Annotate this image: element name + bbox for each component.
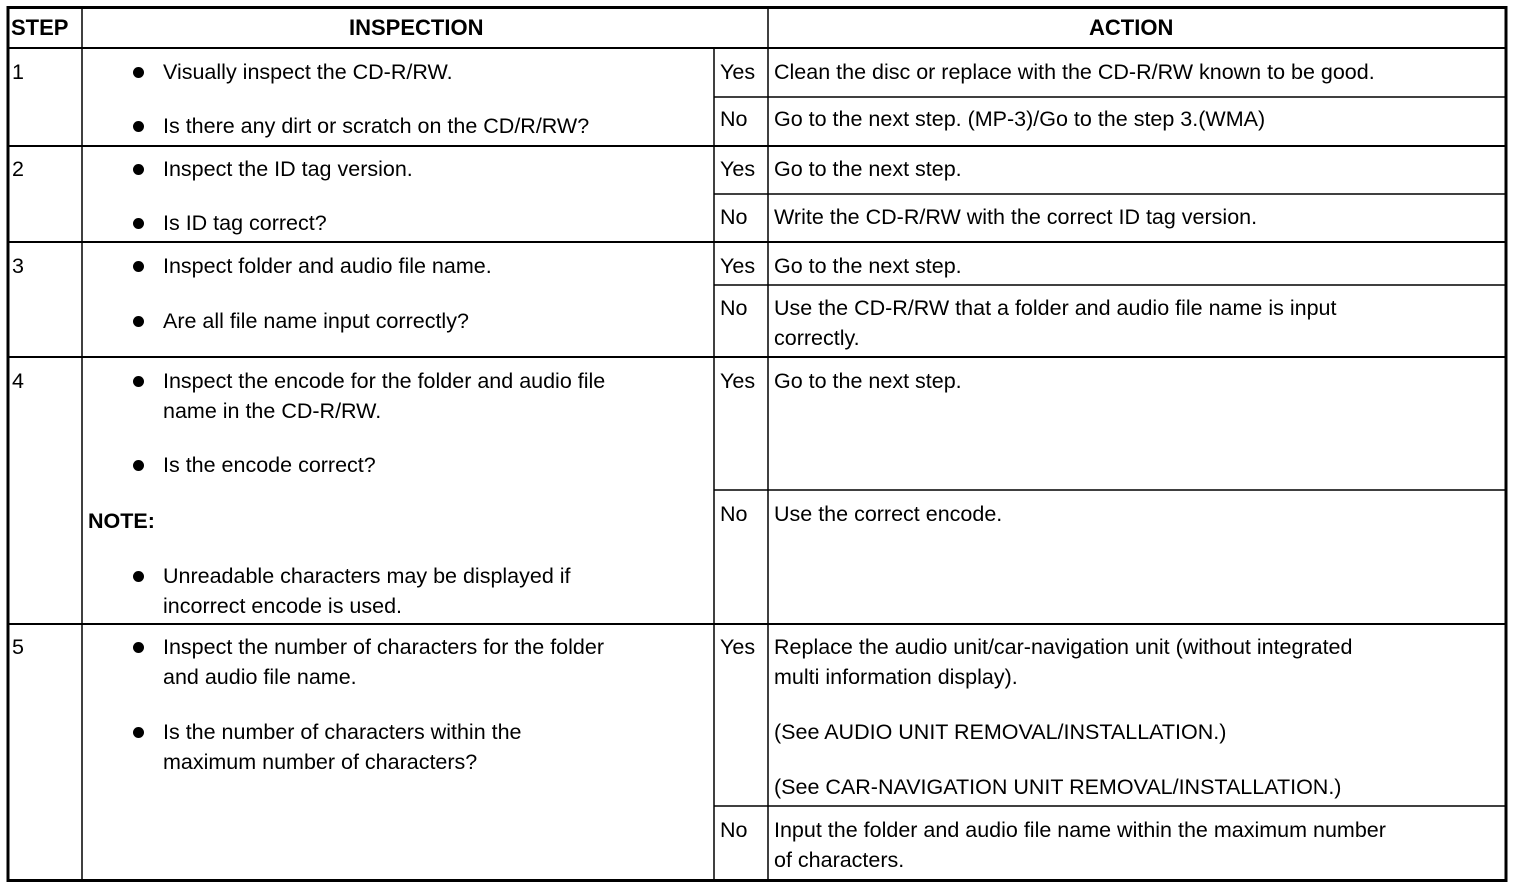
inspection-item: Is there any dirt or scratch on the CD/R/RW? — [163, 114, 590, 138]
yes-action: Go to the next step. — [774, 157, 962, 181]
no-action: Write the CD-R/RW with the correct ID tag version. — [774, 205, 1258, 229]
no-action: correctly. — [774, 326, 860, 350]
inspection-item: and audio file name. — [163, 665, 357, 689]
yes-action: multi information display). — [774, 665, 1018, 689]
header-inspection: INSPECTION — [349, 15, 484, 40]
bullet-icon — [133, 727, 144, 738]
header-action: ACTION — [1089, 15, 1174, 40]
step-number: 2 — [12, 157, 24, 181]
inspection-item: Visually inspect the CD-R/RW. — [163, 60, 453, 84]
yes-label: Yes — [720, 60, 756, 84]
inspection-item: Is the encode correct? — [163, 453, 376, 477]
no-action: Use the CD-R/RW that a folder and audio file name is input — [774, 296, 1337, 320]
inspection-item: name in the CD-R/RW. — [163, 399, 382, 423]
step-number: 1 — [12, 60, 24, 84]
yes-action: Go to the next step. — [774, 254, 962, 278]
note-item: incorrect encode is used. — [163, 594, 403, 618]
yes-action: Replace the audio unit/car-navigation unit (without integrated — [774, 635, 1353, 659]
yes-action: Clean the disc or replace with the CD-R/RW known to be good. — [774, 60, 1375, 84]
yes-label: Yes — [720, 254, 756, 278]
bullet-icon — [133, 67, 144, 78]
header-step: STEP — [11, 15, 69, 40]
bullet-icon — [133, 218, 144, 229]
bullet-icon — [133, 316, 144, 327]
bullet-icon — [133, 642, 144, 653]
no-action: of characters. — [774, 848, 905, 872]
step-number: 3 — [12, 254, 24, 278]
inspection-item: Are all file name input correctly? — [163, 309, 469, 333]
bullet-icon — [133, 261, 144, 272]
yes-label: Yes — [720, 369, 756, 393]
bullet-icon — [133, 460, 144, 471]
yes-action: (See CAR-NAVIGATION UNIT REMOVAL/INSTALLATION.) — [774, 775, 1342, 799]
yes-label: Yes — [720, 157, 756, 181]
no-action: Input the folder and audio file name within the maximum number — [774, 818, 1386, 842]
note-label: NOTE: — [88, 509, 155, 533]
inspection-item: maximum number of characters? — [163, 750, 478, 774]
inspection-item: Is ID tag correct? — [163, 211, 327, 235]
no-action: Use the correct encode. — [774, 502, 1003, 526]
no-label: No — [720, 107, 748, 131]
bullet-icon — [133, 571, 144, 582]
inspection-item: Inspect the encode for the folder and audio file — [163, 369, 606, 393]
no-label: No — [720, 296, 748, 320]
no-label: No — [720, 818, 748, 842]
bullet-icon — [133, 164, 144, 175]
inspection-item: Inspect the number of characters for the folder — [163, 635, 604, 659]
step-number: 4 — [12, 369, 24, 393]
no-label: No — [720, 205, 748, 229]
bullet-icon — [133, 376, 144, 387]
bullet-icon — [133, 121, 144, 132]
yes-action: Go to the next step. — [774, 369, 962, 393]
yes-label: Yes — [720, 635, 756, 659]
inspection-item: Is the number of characters within the — [163, 720, 522, 744]
no-action: Go to the next step. (MP-3)/Go to the step 3.(WMA) — [774, 107, 1266, 131]
no-label: No — [720, 502, 748, 526]
step-number: 5 — [12, 635, 24, 659]
inspection-item: Inspect folder and audio file name. — [163, 254, 492, 278]
yes-action: (See AUDIO UNIT REMOVAL/INSTALLATION.) — [774, 720, 1227, 744]
inspection-item: Inspect the ID tag version. — [163, 157, 413, 181]
note-item: Unreadable characters may be displayed if — [163, 564, 571, 588]
